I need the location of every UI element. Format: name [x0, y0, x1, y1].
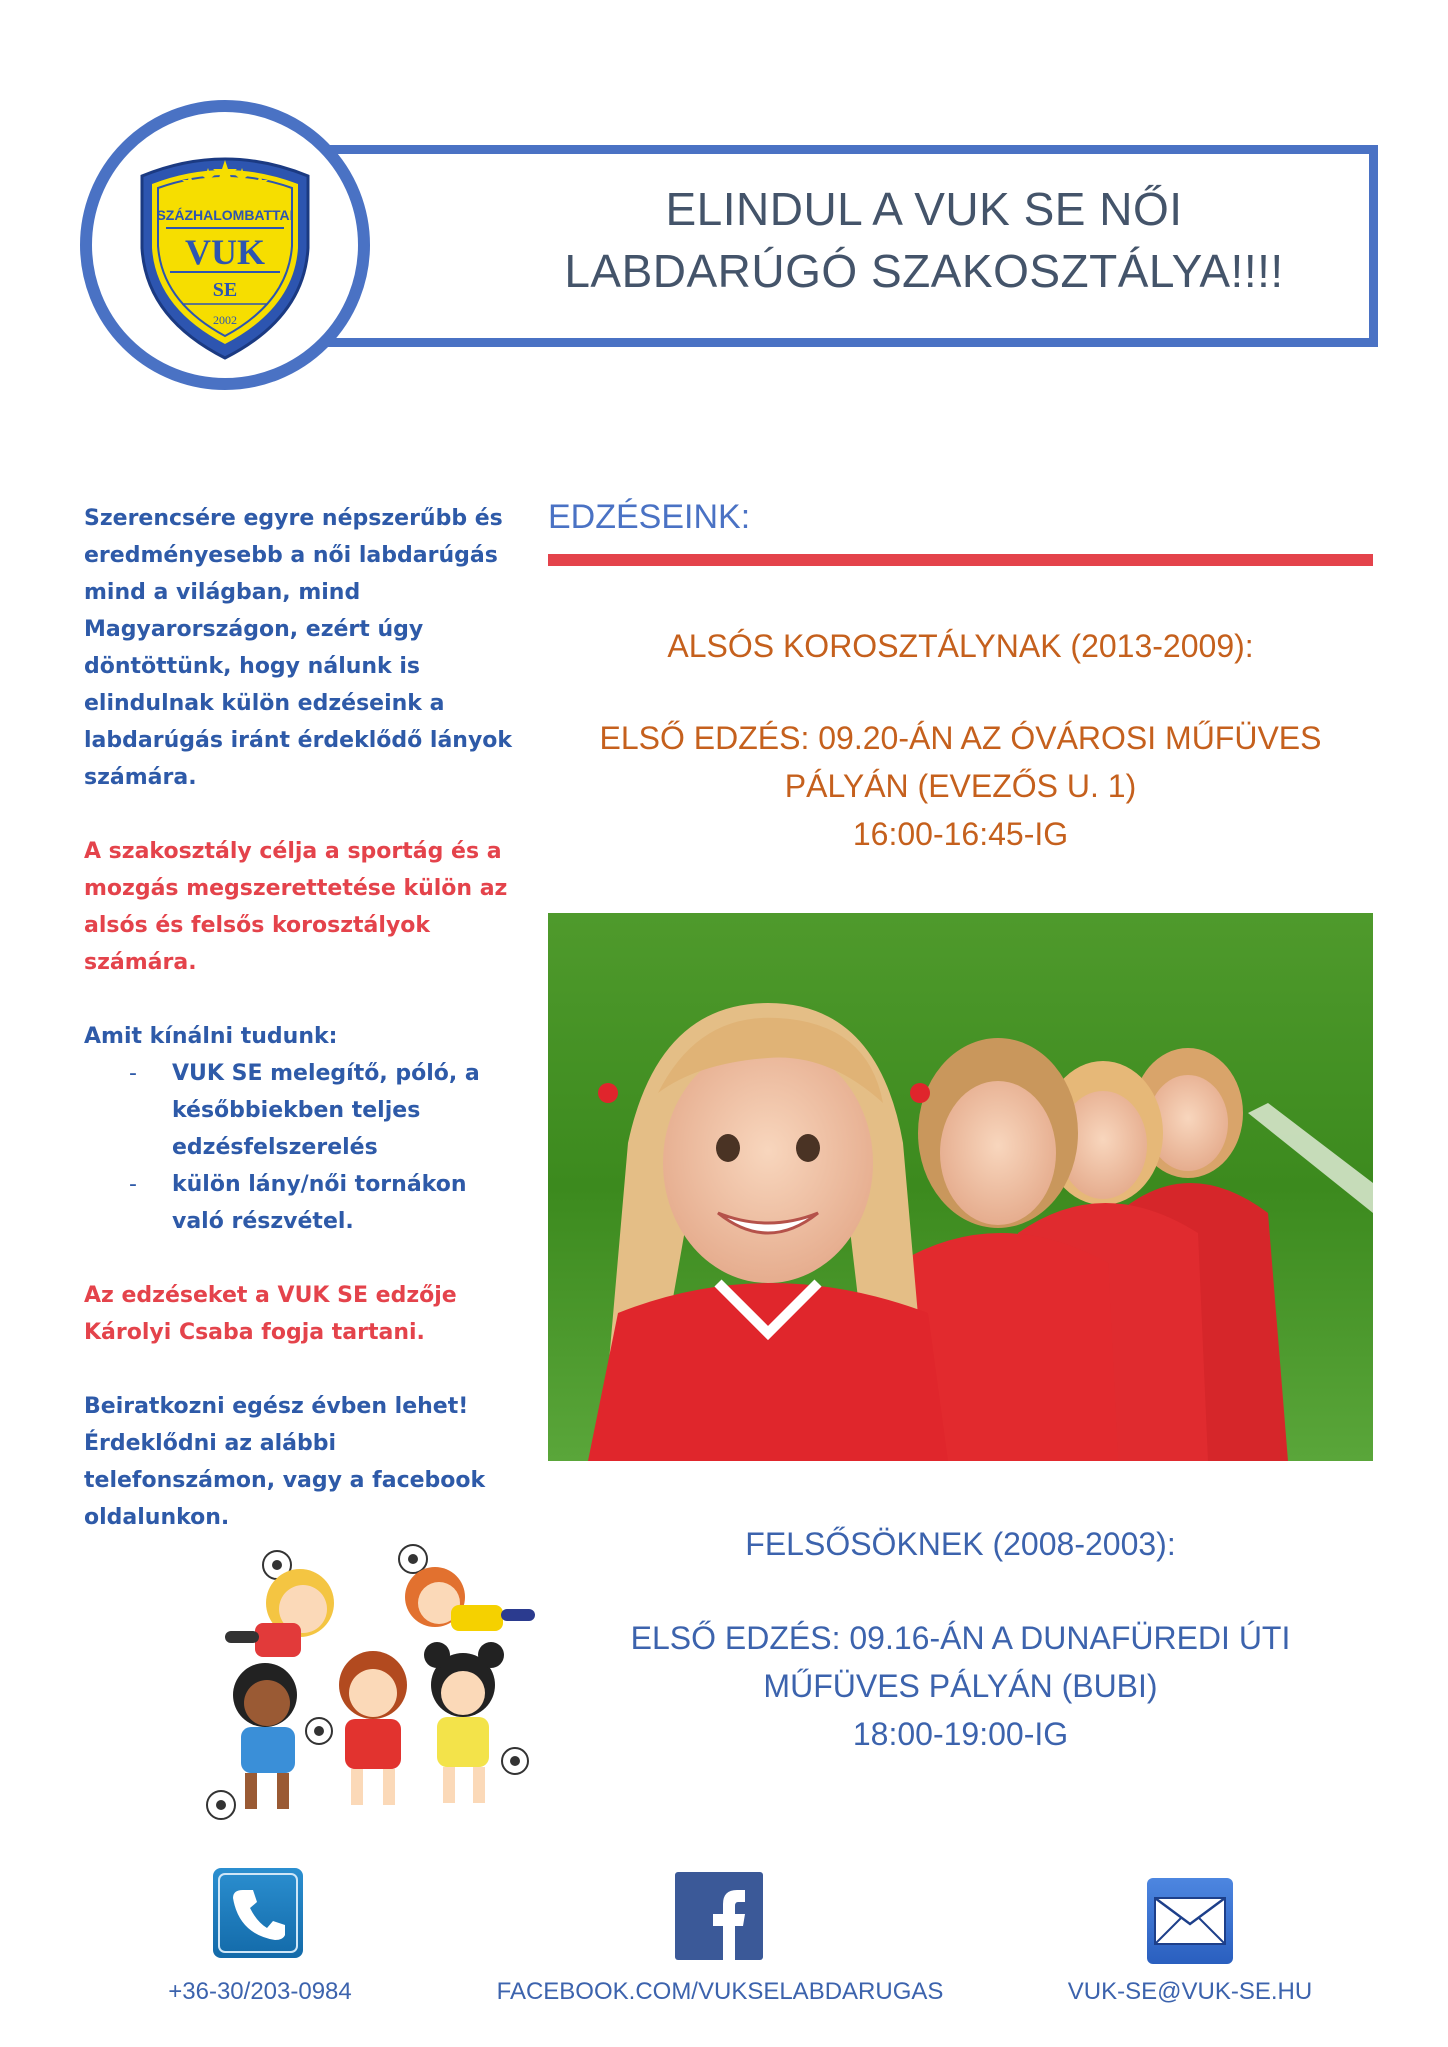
- trainings-heading: EDZÉSEINK:: [548, 498, 751, 536]
- enroll-paragraph: Beiratkozni egész évben lehet! Érdeklődni az alábbi telefonszámon, vagy a facebook oldalunkon.: [84, 1394, 486, 1530]
- club-crest-logo: [136, 148, 314, 362]
- offer-item-text: külön lány/női tornákon való részvétel.: [172, 1172, 467, 1234]
- envelope-icon[interactable]: [1147, 1878, 1233, 1964]
- lower-age-title: ALSÓS KOROSZTÁLYNAK (2013-2009):: [667, 628, 1254, 664]
- lower-detail-line: PÁLYÁN (EVEZŐS U. 1): [784, 768, 1137, 804]
- intro-paragraph: Szerencsére egyre népszerűbb és eredményesebb a női labdarúgás mind a világban, mind Magyarországon, ezért úgy döntöttünk, hogy nálunk is elindulnak külön edzéseink a labdarúgás iránt érdeklődő lányok számára.: [84, 506, 513, 790]
- title-line-1: ELINDUL A VUK SE NŐI: [665, 183, 1183, 235]
- facebook-icon[interactable]: [675, 1872, 763, 1960]
- logo-main-text: VUK: [185, 232, 265, 272]
- lower-age-details: [548, 714, 1373, 858]
- list-dash: -: [129, 1172, 137, 1197]
- offer-heading: Amit kínálni tudunk:: [84, 1024, 338, 1049]
- goal-paragraph: A szakosztály célja a sportág és a mozgás megszerettetése külön az alsós és felsős korosztályok számára.: [84, 839, 508, 975]
- offer-item: [84, 1055, 524, 1166]
- offer-item: [84, 1166, 524, 1240]
- girls-team-photo: [548, 913, 1373, 1461]
- phone-icon[interactable]: [213, 1868, 303, 1958]
- upper-age-details: [548, 1614, 1373, 1758]
- upper-detail-line: MŰFÜVES PÁLYÁN (BUBI): [763, 1668, 1158, 1704]
- offer-item-text: VUK SE melegítő, póló, a későbbiekben teljes edzésfelszerelés: [172, 1061, 480, 1160]
- upper-age-title: FELSŐSÖKNEK (2008-2003):: [745, 1526, 1176, 1562]
- logo-top-text: SZÁZHALOMBATTAI: [156, 207, 294, 223]
- facebook-link[interactable]: FACEBOOK.COM/VUKSELABDARUGAS: [496, 1978, 944, 2005]
- club-logo-circle: [80, 100, 370, 390]
- cartoon-kids-illustration: [205, 1535, 575, 1830]
- offer-list: [84, 1055, 524, 1240]
- email-link[interactable]: VUK-SE@VUK-SE.HU: [1067, 1978, 1313, 2005]
- phone-number[interactable]: +36-30/203-0984: [168, 1978, 352, 2005]
- logo-year: 2002: [213, 313, 237, 327]
- lower-detail-line: ELSŐ EDZÉS: 09.20-ÁN AZ ÓVÁROSI MŰFÜVES: [599, 720, 1322, 756]
- page-title: [400, 178, 1448, 302]
- coach-paragraph: Az edzéseket a VUK SE edzője Károlyi Csaba fogja tartani.: [84, 1283, 457, 1345]
- logo-sub-text: SE: [212, 279, 238, 301]
- list-dash: -: [129, 1061, 137, 1086]
- lower-detail-line: 16:00-16:45-IG: [852, 816, 1069, 852]
- heading-underline: [548, 554, 1373, 566]
- upper-detail-line: ELSŐ EDZÉS: 09.16-ÁN A DUNAFÜREDI ÚTI: [630, 1620, 1291, 1656]
- left-info-column: [84, 500, 524, 1573]
- title-line-2: LABDARÚGÓ SZAKOSZTÁLYA!!!!: [564, 245, 1284, 297]
- upper-detail-line: 18:00-19:00-IG: [852, 1716, 1069, 1752]
